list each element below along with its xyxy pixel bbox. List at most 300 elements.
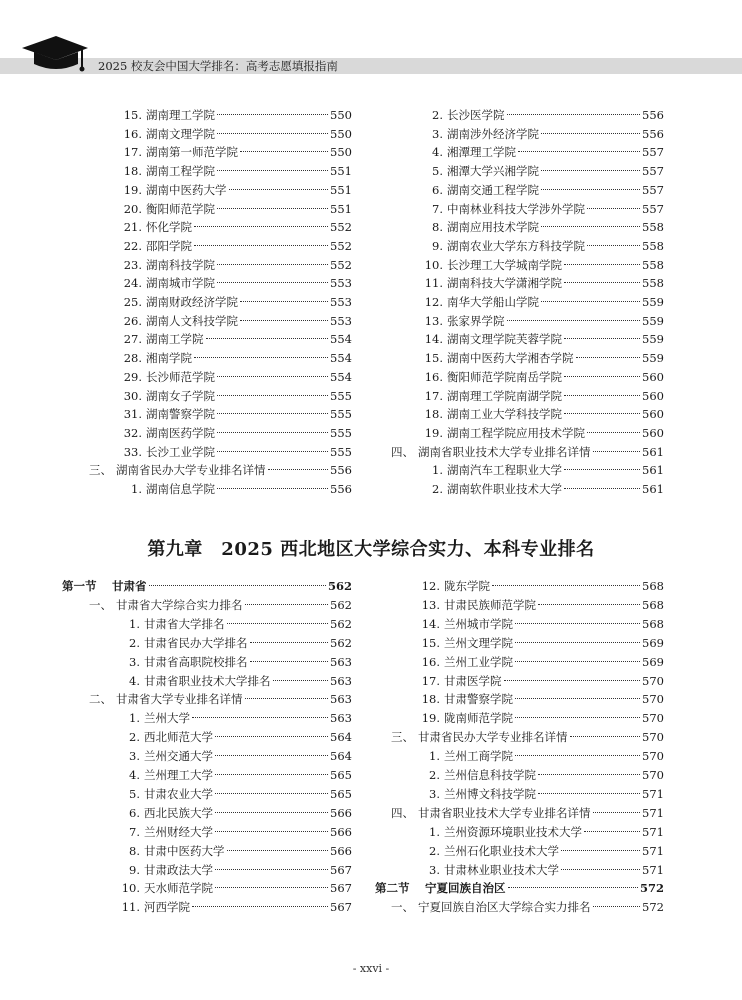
- toc-entry-title: 湖南女子学院: [146, 388, 215, 403]
- toc-entry-page: 570: [642, 711, 664, 726]
- toc-entry-title: 兰州工商学院: [444, 749, 513, 764]
- toc-entry[interactable]: [413, 461, 664, 480]
- toc-entry[interactable]: [413, 312, 664, 331]
- toc-entry-number: 2.: [429, 843, 440, 858]
- toc-entry-title: 甘肃林业职业技术大学: [444, 862, 559, 877]
- toc-entry-page: 561: [642, 463, 664, 478]
- toc-entry-title: 湖南工学院: [146, 332, 204, 347]
- dot-leader: [194, 357, 328, 358]
- toc-entry-number: 19.: [123, 182, 142, 197]
- toc-entry-number: 18.: [421, 692, 440, 707]
- dot-leader: [564, 338, 640, 339]
- toc-entry-page: 555: [330, 444, 352, 459]
- toc-entry[interactable]: [110, 898, 352, 917]
- toc-entry-title: 兰州工业学院: [444, 654, 513, 669]
- toc-entry-number: 2.: [129, 730, 140, 745]
- dot-leader: [215, 755, 328, 756]
- toc-subsection-entry[interactable]: [384, 443, 664, 462]
- toc-entry-title: 湖南工业大学科技学院: [447, 407, 562, 422]
- toc-entry-page: 559: [642, 295, 664, 309]
- toc-entry[interactable]: [112, 368, 352, 387]
- toc-subsection-entry[interactable]: [384, 898, 664, 917]
- toc-entry[interactable]: [112, 387, 352, 406]
- toc-entry-number: 3.: [432, 126, 443, 141]
- toc-entry-number: 2.: [432, 108, 443, 122]
- toc-entry-page: 552: [330, 238, 352, 253]
- toc-entry-page: 554: [330, 332, 352, 347]
- toc-entry[interactable]: [413, 424, 664, 443]
- toc-entry[interactable]: [413, 181, 664, 200]
- toc-entry-number: 2.: [432, 482, 443, 496]
- toc-entry-title: 甘肃省大学综合实力排名: [116, 597, 243, 612]
- toc-entry-number: 6.: [432, 182, 443, 197]
- toc-entry[interactable]: [413, 256, 664, 275]
- toc-entry[interactable]: [410, 653, 664, 672]
- toc-entry-title: 湖南工程学院应用技术学院: [447, 425, 585, 440]
- toc-entry-number: 一、: [89, 597, 112, 612]
- dot-leader: [240, 320, 328, 321]
- toc-entry[interactable]: [112, 293, 352, 312]
- toc-entry-title: 甘肃医学院: [444, 673, 502, 688]
- dot-leader: [215, 812, 328, 813]
- toc-entry[interactable]: [110, 653, 352, 672]
- toc-entry-page: 556: [642, 126, 664, 141]
- toc-entry-title: 西北师范大学: [144, 730, 213, 745]
- toc-entry-page: 550: [330, 145, 352, 160]
- toc-entry-number: 10.: [424, 257, 443, 272]
- dot-leader: [507, 114, 641, 115]
- toc-entry-page: 570: [642, 673, 664, 688]
- toc-subsection-entry[interactable]: [82, 690, 352, 709]
- chapter-title: 第九章 2025 西北地区大学综合实力、本科专业排名: [147, 539, 595, 560]
- toc-entry-title: 宁夏回族自治区大学综合实力排名: [418, 900, 591, 915]
- toc-entry-number: 19.: [421, 711, 440, 726]
- toc-entry-number: 6.: [129, 805, 140, 820]
- toc-entry-number: 三、: [391, 730, 414, 745]
- toc-entry-number: 21.: [123, 220, 142, 235]
- dot-leader: [217, 395, 328, 396]
- toc-entry-number: 9.: [129, 862, 140, 877]
- toc-entry-number: 16.: [421, 654, 440, 669]
- dot-leader: [240, 151, 328, 152]
- toc-entry-title: 衡阳师范学院: [146, 201, 215, 216]
- dot-leader: [570, 736, 641, 737]
- toc-entry[interactable]: [413, 237, 664, 256]
- toc-entry-title: 怀化学院: [146, 220, 192, 235]
- toc-entry[interactable]: [110, 709, 352, 728]
- toc-entry[interactable]: [410, 861, 664, 880]
- toc-entry[interactable]: [413, 274, 664, 293]
- toc-entry-page: 553: [330, 295, 352, 309]
- toc-subsection-entry[interactable]: [82, 596, 352, 615]
- toc-entry[interactable]: [112, 218, 352, 237]
- dot-leader: [587, 245, 640, 246]
- toc-entry-page: 560: [642, 388, 664, 403]
- toc-entry[interactable]: [112, 349, 352, 368]
- toc-entry-number: 8.: [432, 220, 443, 235]
- toc-entry-page: 565: [330, 768, 352, 782]
- toc-entry-page: 567: [330, 881, 352, 896]
- toc-entry-number: 10.: [121, 881, 140, 896]
- dot-leader: [515, 717, 640, 718]
- dot-leader: [515, 642, 640, 643]
- toc-entry[interactable]: [112, 143, 352, 162]
- toc-entry[interactable]: [410, 766, 664, 785]
- toc-entry-number: 四、: [391, 444, 414, 459]
- toc-entry[interactable]: [413, 293, 664, 312]
- toc-entry-number: 15.: [424, 351, 443, 366]
- toc-entry-number: 8.: [129, 843, 140, 858]
- dot-leader: [217, 413, 328, 414]
- toc-entry-number: 三、: [89, 463, 112, 478]
- toc-entry-title: 张家界学院: [447, 313, 505, 328]
- toc-entry[interactable]: [413, 368, 664, 387]
- toc-entry[interactable]: [410, 842, 664, 861]
- toc-entry[interactable]: [112, 405, 352, 424]
- toc-entry-title: 长沙师范学院: [146, 369, 215, 384]
- toc-entry-page: 563: [330, 654, 352, 669]
- dot-leader: [217, 432, 328, 433]
- toc-entry[interactable]: [413, 106, 664, 125]
- toc-entry-page: 556: [642, 108, 664, 122]
- toc-entry-number: 一、: [391, 900, 414, 915]
- toc-entry-title: 湖南农业大学东方科技学院: [447, 238, 585, 253]
- toc-entry-page: 571: [642, 824, 664, 839]
- dot-leader: [194, 245, 328, 246]
- toc-entry[interactable]: [110, 804, 352, 823]
- dot-leader: [593, 812, 641, 813]
- dot-leader: [587, 208, 640, 209]
- toc-entry-title: 兰州信息科技学院: [444, 768, 536, 782]
- toc-entry-page: 557: [642, 164, 664, 179]
- toc-entry-title: 兰州文理学院: [444, 635, 513, 650]
- dot-leader: [564, 413, 640, 414]
- toc-entry[interactable]: [112, 443, 352, 462]
- dot-leader: [541, 189, 640, 190]
- toc-entry[interactable]: [413, 162, 664, 181]
- dot-leader: [149, 585, 326, 586]
- dot-leader: [593, 906, 641, 907]
- toc-entry-page: 557: [642, 182, 664, 197]
- toc-entry[interactable]: [110, 766, 352, 785]
- dot-leader: [217, 264, 328, 265]
- dot-leader: [240, 301, 328, 302]
- toc-entry-page: 558: [642, 238, 664, 253]
- toc-entry-number: 30.: [123, 388, 142, 403]
- dot-leader: [229, 189, 329, 190]
- toc-entry-number: 16.: [424, 369, 443, 384]
- dot-leader: [227, 623, 329, 624]
- toc-entry-title: 湘潭大学兴湘学院: [447, 164, 539, 179]
- toc-entry-page: 550: [330, 126, 352, 141]
- toc-entry-number: 4.: [432, 145, 443, 160]
- toc-entry-number: 1.: [131, 482, 142, 496]
- toc-section-entry[interactable]: [62, 577, 352, 596]
- dot-leader: [507, 320, 641, 321]
- toc-entry[interactable]: [112, 312, 352, 331]
- toc-entry-number: 1.: [129, 616, 140, 631]
- toc-entry-number: 17.: [123, 145, 142, 160]
- dot-leader: [217, 282, 328, 283]
- toc-subsection-entry[interactable]: [82, 461, 352, 480]
- toc-entry[interactable]: [110, 879, 352, 898]
- toc-entry-number: 7.: [129, 824, 140, 839]
- toc-entry-number: 33.: [123, 444, 142, 459]
- toc-entry-page: 558: [642, 220, 664, 235]
- toc-entry-title: 甘肃政法大学: [144, 862, 213, 877]
- toc-entry-title: 湘潭理工学院: [447, 145, 516, 160]
- dot-leader: [194, 226, 328, 227]
- dot-leader: [515, 623, 640, 624]
- toc-entry-page: 569: [642, 635, 664, 650]
- dot-leader: [217, 208, 328, 209]
- toc-entry-number: 第一节: [62, 579, 97, 593]
- dot-leader: [504, 680, 641, 681]
- toc-entry[interactable]: [110, 842, 352, 861]
- toc-entry[interactable]: [410, 690, 664, 709]
- toc-entry-title: 湖南工程学院: [146, 164, 215, 179]
- toc-entry[interactable]: [410, 823, 664, 842]
- toc-entry[interactable]: [110, 672, 352, 691]
- toc-entry-title: 宁夏回族自治区: [425, 881, 506, 896]
- toc-entry[interactable]: [112, 330, 352, 349]
- toc-entry[interactable]: [110, 615, 352, 634]
- toc-subsection-entry[interactable]: [384, 728, 664, 747]
- toc-entry-number: 26.: [123, 313, 142, 328]
- dot-leader: [250, 642, 329, 643]
- toc-entry-title: 陇东学院: [444, 579, 490, 593]
- toc-entry[interactable]: [413, 387, 664, 406]
- toc-entry-number: 1.: [129, 711, 140, 726]
- toc-entry[interactable]: [410, 596, 664, 615]
- toc-entry[interactable]: [410, 577, 664, 596]
- toc-entry-number: 2.: [129, 635, 140, 650]
- toc-entry[interactable]: [413, 480, 664, 499]
- toc-entry-title: 陇南师范学院: [444, 711, 513, 726]
- toc-entry-page: 550: [330, 108, 352, 122]
- toc-entry[interactable]: [112, 181, 352, 200]
- toc-entry-number: 4.: [129, 768, 140, 782]
- toc-entry-number: 29.: [123, 369, 142, 384]
- toc-entry-number: 19.: [424, 425, 443, 440]
- page-number: - xxvi -: [352, 962, 390, 975]
- toc-entry[interactable]: [413, 200, 664, 219]
- toc-entry-title: 衡阳师范学院南岳学院: [447, 369, 562, 384]
- dot-leader: [564, 282, 640, 283]
- toc-section-entry[interactable]: [375, 879, 664, 898]
- toc-entry-number: 4.: [129, 673, 140, 688]
- toc-entry-title: 邵阳学院: [146, 238, 192, 253]
- running-header-title: 2025 校友会中国大学排名：高考志愿填报指南: [98, 59, 338, 73]
- toc-entry[interactable]: [112, 480, 352, 499]
- toc-entry-number: 32.: [123, 425, 142, 440]
- toc-entry[interactable]: [112, 162, 352, 181]
- toc-entry-number: 1.: [429, 749, 440, 764]
- toc-entry-number: 27.: [123, 332, 142, 347]
- dot-leader: [515, 698, 640, 699]
- dot-leader: [192, 717, 328, 718]
- toc-entry-title: 中南林业科技大学涉外学院: [447, 201, 585, 216]
- toc-entry-page: 557: [642, 201, 664, 216]
- toc-entry-title: 湖南科技大学潇湘学院: [447, 276, 562, 291]
- dot-leader: [587, 432, 640, 433]
- toc-entry[interactable]: [413, 349, 664, 368]
- toc-entry-number: 11.: [121, 900, 140, 915]
- toc-entry-number: 13.: [421, 597, 440, 612]
- toc-entry-number: 12.: [421, 579, 440, 593]
- toc-entry[interactable]: [110, 823, 352, 842]
- toc-entry[interactable]: [112, 125, 352, 144]
- toc-entry-title: 湖南交通工程学院: [447, 182, 539, 197]
- toc-entry[interactable]: [112, 200, 352, 219]
- toc-entry-page: 551: [330, 164, 352, 179]
- toc-entry-title: 湖南文理学院: [146, 126, 215, 141]
- toc-entry-title: 湖南人文科技学院: [146, 313, 238, 328]
- toc-entry-number: 12.: [424, 295, 443, 309]
- toc-entry-title: 天水师范学院: [144, 881, 213, 896]
- dot-leader: [518, 151, 640, 152]
- toc-entry-title: 兰州石化职业技术大学: [444, 843, 559, 858]
- toc-entry-number: 18.: [123, 164, 142, 179]
- toc-entry[interactable]: [410, 615, 664, 634]
- toc-entry[interactable]: [112, 237, 352, 256]
- toc-entry-title: 兰州理工大学: [144, 768, 213, 782]
- toc-entry[interactable]: [410, 672, 664, 691]
- toc-entry-title: 甘肃省大学专业排名详情: [116, 692, 243, 707]
- toc-entry-page: 568: [642, 616, 664, 631]
- toc-entry-title: 湘南学院: [146, 351, 192, 366]
- toc-entry-page: 564: [330, 730, 352, 745]
- toc-entry-title: 甘肃警察学院: [444, 692, 513, 707]
- toc-entry-title: 湖南城市学院: [146, 276, 215, 291]
- dot-leader: [217, 376, 328, 377]
- toc-entry[interactable]: [110, 747, 352, 766]
- toc-entry-title: 湖南省职业技术大学专业排名详情: [418, 444, 591, 459]
- dot-leader: [564, 376, 640, 377]
- toc-entry-number: 11.: [424, 276, 443, 291]
- toc-entry[interactable]: [413, 330, 664, 349]
- toc-entry-number: 28.: [123, 351, 142, 366]
- toc-entry-page: 565: [330, 786, 352, 801]
- dot-leader: [564, 395, 640, 396]
- toc-entry-page: 555: [330, 425, 352, 440]
- toc-entry-title: 湖南理工学院南湖学院: [447, 388, 562, 403]
- toc-entry[interactable]: [413, 125, 664, 144]
- toc-entry-number: 31.: [123, 407, 142, 422]
- toc-entry[interactable]: [110, 785, 352, 804]
- toc-entry[interactable]: [110, 728, 352, 747]
- toc-entry-title: 甘肃中医药大学: [144, 843, 225, 858]
- dot-leader: [217, 133, 328, 134]
- toc-entry-number: 7.: [432, 201, 443, 216]
- toc-entry[interactable]: [112, 274, 352, 293]
- toc-entry-page: 566: [330, 843, 352, 858]
- toc-entry-number: 1.: [429, 824, 440, 839]
- toc-entry-page: 559: [642, 313, 664, 328]
- toc-entry[interactable]: [413, 218, 664, 237]
- dot-leader: [215, 793, 328, 794]
- toc-entry[interactable]: [413, 405, 664, 424]
- toc-entry-page: 556: [330, 482, 352, 496]
- dot-leader: [541, 133, 640, 134]
- toc-entry-title: 湖南汽车工程职业大学: [447, 463, 562, 478]
- dot-leader: [215, 736, 328, 737]
- toc-entry[interactable]: [110, 861, 352, 880]
- toc-entry-title: 甘肃省职业技术大学排名: [144, 673, 271, 688]
- toc-subsection-entry[interactable]: [384, 804, 664, 823]
- dot-leader: [515, 661, 640, 662]
- toc-entry-number: 1.: [432, 463, 443, 478]
- toc-entry-number: 5.: [432, 164, 443, 179]
- dot-leader: [593, 451, 641, 452]
- dot-leader: [245, 604, 329, 605]
- toc-entry-page: 558: [642, 276, 664, 291]
- toc-entry-title: 湖南应用技术学院: [447, 220, 539, 235]
- toc-entry[interactable]: [410, 634, 664, 653]
- dot-leader: [268, 469, 329, 470]
- toc-entry-page: 570: [642, 692, 664, 707]
- toc-entry-page: 567: [330, 900, 352, 915]
- toc-entry-number: 17.: [421, 673, 440, 688]
- dot-leader: [576, 357, 641, 358]
- toc-entry-page: 552: [330, 220, 352, 235]
- toc-entry-page: 553: [330, 276, 352, 291]
- toc-entry-page: 568: [642, 579, 664, 593]
- toc-entry[interactable]: [112, 256, 352, 275]
- dot-leader: [564, 488, 640, 489]
- toc-entry-title: 南华大学船山学院: [447, 295, 539, 309]
- toc-entry-page: 561: [642, 444, 664, 459]
- toc-entry[interactable]: [110, 634, 352, 653]
- toc-entry[interactable]: [410, 747, 664, 766]
- toc-entry-page: 570: [642, 749, 664, 764]
- toc-entry[interactable]: [410, 709, 664, 728]
- toc-entry-title: 长沙工业学院: [146, 444, 215, 459]
- toc-entry-title: 西北民族大学: [144, 805, 213, 820]
- toc-entry[interactable]: [112, 424, 352, 443]
- toc-entry-page: 563: [330, 673, 352, 688]
- toc-entry-number: 3.: [429, 862, 440, 877]
- dot-leader: [217, 451, 328, 452]
- dot-leader: [215, 869, 328, 870]
- toc-entry-page: 560: [642, 425, 664, 440]
- toc-entry-title: 湖南文理学院芙蓉学院: [447, 332, 562, 347]
- toc-entry-page: 568: [642, 597, 664, 612]
- dot-leader: [564, 469, 640, 470]
- toc-entry[interactable]: [410, 785, 664, 804]
- toc-entry-title: 兰州资源环境职业技术大学: [444, 824, 582, 839]
- toc-entry-page: 554: [330, 369, 352, 384]
- dot-leader: [250, 661, 329, 662]
- toc-entry[interactable]: [413, 143, 664, 162]
- toc-entry-title: 甘肃省民办大学专业排名详情: [418, 730, 568, 745]
- dot-leader: [217, 114, 328, 115]
- toc-entry-number: 14.: [421, 616, 440, 631]
- toc-entry-number: 25.: [123, 295, 142, 309]
- dot-leader: [584, 831, 640, 832]
- toc-entry-page: 559: [642, 351, 664, 366]
- dot-leader: [192, 906, 328, 907]
- dot-leader: [508, 887, 638, 888]
- toc-entry-title: 湖南理工学院: [146, 108, 215, 122]
- toc-entry-number: 3.: [129, 749, 140, 764]
- toc-entry-title: 长沙理工大学城南学院: [447, 257, 562, 272]
- toc-entry-page: 560: [642, 369, 664, 384]
- toc-entry-title: 甘肃省大学排名: [144, 616, 225, 631]
- toc-entry[interactable]: [112, 106, 352, 125]
- toc-entry-title: 甘肃省高职院校排名: [144, 654, 248, 669]
- dot-leader: [538, 604, 640, 605]
